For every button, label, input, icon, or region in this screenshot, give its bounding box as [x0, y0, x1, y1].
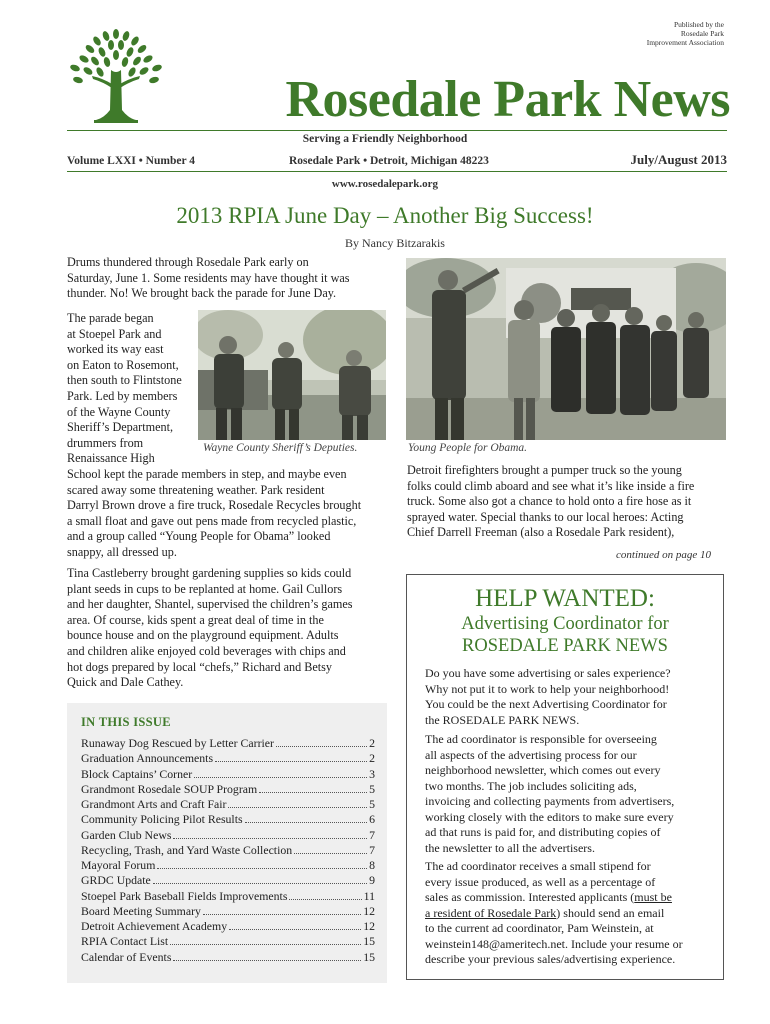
text-line: Chief Darrell Freeman (also a Rosedale Park resident),: [407, 525, 675, 540]
toc-leader-dots: [170, 943, 361, 945]
article-headline: 2013 RPIA June Day – Another Big Success!: [176, 203, 594, 228]
toc-item[interactable]: [81, 858, 375, 873]
text-line: Darryl Brown drove a fire truck, Rosedale Recycles brought: [67, 498, 362, 513]
toc-leader-dots: [157, 867, 367, 869]
toc-leader-dots: [229, 928, 361, 930]
toc-item-title: Mayoral Forum: [81, 858, 156, 872]
toc-item-page: 2: [369, 736, 375, 750]
contact-email-line[interactable]: weinstein148@ameritech.net. Include your resume or: [425, 936, 683, 951]
text-line: The ad coordinator is responsible for overseeing: [425, 732, 657, 746]
in-this-issue-box: [67, 703, 387, 983]
text-line: hot dogs prepared by local “chefs,” Richard and Betsy: [67, 659, 332, 674]
continued-link[interactable]: continued on page 10: [616, 549, 712, 561]
toc-item[interactable]: [81, 797, 375, 812]
website-link[interactable]: www.rosedalepark.org: [331, 178, 439, 190]
toc-item-page: 7: [369, 842, 375, 857]
toc-item[interactable]: [81, 873, 375, 888]
toc-leader-dots: [173, 837, 367, 839]
toc-item-page: 2: [369, 751, 375, 766]
toc-leader-dots: [215, 760, 367, 762]
toc-item-page: 8: [369, 858, 375, 872]
text-line: and her daughter, Shantel, supervised the children’s games: [67, 597, 353, 612]
toc-list: [81, 736, 375, 965]
publisher-note: [647, 20, 724, 47]
text-line: Drums thundered through Rosedale Park early on: [67, 255, 309, 269]
help-wanted-subtitle: ROSEDALE PARK NEWS: [462, 636, 668, 656]
toc-item-page: 5: [369, 781, 375, 796]
text-line: Sheriff’s Department,: [67, 420, 174, 435]
text-line: a small float and gave out pens made from recycled plastic,: [67, 513, 357, 528]
toc-item-title: Stoepel Park Baseball Fields Improvements: [81, 888, 288, 903]
toc-leader-dots: [294, 852, 367, 854]
text-line: all aspects of the advertising process for our: [425, 747, 637, 762]
deputies-caption: Wayne County Sheriff’s Deputies.: [203, 442, 358, 454]
text-line: School kept the parade members in step, and maybe even: [67, 467, 347, 481]
text-line: Detroit firefighters brought a pumper truck so the young: [407, 463, 682, 477]
toc-item-title: RPIA Contact List: [81, 934, 169, 949]
residency-requirement: must be: [634, 890, 672, 904]
text-line: drummers from: [67, 435, 144, 450]
text-line: neighborhood newsletter, which comes out every: [425, 763, 661, 777]
text-line: Why not put it to work to help your neighborhood!: [425, 681, 670, 696]
article-byline: By Nancy Bitzarakis: [345, 236, 445, 250]
firefighters-paragraph: [407, 463, 729, 541]
toc-item-title: Runaway Dog Rescued by Letter Carrier: [81, 736, 274, 750]
toc-item-page: 15: [363, 949, 375, 964]
toc-leader-dots: [194, 776, 367, 778]
toc-leader-dots: [173, 959, 361, 961]
publisher-line: Rosedale Park: [680, 29, 724, 38]
young-people-for-obama-photo: [406, 258, 726, 440]
toc-item[interactable]: [81, 782, 375, 797]
tagline: Serving a Friendly Neighborhood: [302, 133, 468, 145]
text-line: truck. Some also got a chance to hold onto a fire hose as it: [407, 494, 692, 509]
toc-leader-dots: [203, 913, 361, 915]
toc-item-title: Garden Club News: [81, 827, 172, 842]
toc-leader-dots: [228, 806, 367, 808]
toc-item-page: 12: [363, 919, 375, 933]
toc-item-page: 15: [363, 934, 375, 949]
toc-item[interactable]: [81, 934, 375, 949]
toc-item[interactable]: [81, 889, 375, 904]
text-line: of the Wayne County: [67, 404, 171, 419]
toc-item-title: Community Policing Pilot Results: [81, 812, 243, 827]
volume-number: Volume LXXI • Number 4: [67, 155, 195, 167]
toc-item-title: Block Captains’ Corner: [81, 766, 193, 781]
publisher-line: Improvement Association: [646, 38, 724, 47]
text-line: the newsletter to all the advertisers.: [425, 840, 595, 855]
masthead-divider: [67, 171, 727, 172]
text-line: The parade began: [67, 311, 154, 325]
text-line: ad that runs is paid for, and distributing copies of: [425, 825, 661, 839]
text-line: scared away some threatening weather. Park resident: [67, 482, 325, 497]
text-line: to the current ad coordinator, Pam Weinstein, at: [425, 921, 654, 935]
young-people-caption: Young People for Obama.: [408, 442, 528, 454]
toc-item-title: Graduation Announcements: [81, 751, 214, 766]
toc-item-title: Grandmont Arts and Craft Fair: [81, 797, 227, 811]
text-line: working closely with the editors to make sure every: [425, 809, 674, 824]
help-wanted-intro: [425, 666, 717, 728]
masthead-divider: [67, 130, 727, 131]
text-line: [425, 906, 717, 922]
toc-item-title: Board Meeting Summary: [81, 903, 201, 918]
toc-leader-dots: [245, 821, 368, 823]
text-line: plant seeds in cups to be replanted at home. Gail Cullors: [67, 581, 343, 596]
help-wanted-duties: [425, 732, 717, 856]
text-line: on Eaton to Rosemont,: [67, 357, 179, 372]
toc-item-page: 7: [369, 827, 375, 842]
text-line: at Stoepel Park and: [67, 326, 162, 341]
text-line: Quick and Dale Cathey.: [67, 675, 184, 690]
toc-item-title: Detroit Achievement Academy: [81, 919, 228, 933]
text-line: invoicing and collecting payments from advertisers,: [425, 794, 675, 808]
article-intro-paragraph: [67, 255, 387, 302]
text-line: folks could climb aboard and see what it’s like inside a fire: [407, 478, 695, 493]
text-line: sprayed water. Special thanks to our local heroes: Acting: [407, 509, 684, 524]
text-span: ) should send an email: [556, 905, 665, 920]
help-wanted-subtitle: Advertising Coordinator for: [461, 614, 669, 634]
text-line: worked its way east: [67, 342, 164, 357]
toc-item[interactable]: [81, 751, 375, 766]
tree-logo-icon: [66, 28, 166, 128]
text-line: every issue produced, as well as a percentage of: [425, 874, 656, 889]
activities-paragraph: [67, 566, 389, 691]
toc-item-page: 11: [363, 888, 375, 903]
text-line: the ROSEDALE PARK NEWS.: [425, 712, 580, 727]
toc-item[interactable]: [81, 767, 375, 782]
toc-item[interactable]: [81, 812, 375, 827]
text-line: snappy, all dressed up.: [67, 544, 177, 559]
text-line: [425, 890, 717, 906]
toc-item[interactable]: [81, 919, 375, 934]
newsletter-title: Rosedale Park News: [285, 71, 730, 128]
toc-item-page: 6: [369, 812, 375, 827]
toc-item-page: 5: [369, 797, 375, 811]
parade-paragraph: [67, 311, 207, 467]
toc-item-page: 3: [369, 766, 375, 781]
text-line: area. Of course, kids spent a great deal of time in the: [67, 612, 324, 627]
toc-item[interactable]: [81, 736, 375, 751]
toc-item-title: Recycling, Trash, and Yard Waste Collection: [81, 842, 293, 857]
toc-item[interactable]: [81, 828, 375, 843]
text-line: The ad coordinator receives a small stipend for: [425, 859, 651, 873]
deputies-photo: [198, 310, 386, 440]
text-line: Park. Led by members: [67, 388, 178, 403]
publisher-line: Published by the: [674, 20, 724, 29]
toc-item-page: 9: [369, 873, 375, 888]
text-line: and children alike enjoyed cold beverages with chips and: [67, 643, 346, 658]
toc-item-title: Calendar of Events: [81, 949, 172, 964]
text-line: then south to Flintstone: [67, 373, 182, 388]
parade-paragraph-continued: [67, 467, 389, 561]
help-wanted-title: HELP WANTED:: [475, 585, 655, 612]
toc-item-page: 12: [363, 903, 375, 918]
residency-requirement: a resident of Rosedale Park: [425, 905, 557, 920]
toc-heading: IN THIS ISSUE: [81, 715, 171, 729]
text-line: Renaissance High: [67, 451, 155, 466]
issue-info-row: [67, 152, 727, 170]
text-line: Do you have some advertising or sales experience?: [425, 666, 671, 680]
text-line: Saturday, June 1. Some residents may have thought it was: [67, 270, 350, 285]
help-wanted-box: [406, 574, 724, 980]
help-wanted-apply: [425, 859, 717, 968]
text-line: bounce house and on the playground equipment. Adults: [67, 628, 339, 643]
text-span: sales as commission. Interested applicants (: [425, 890, 635, 904]
toc-item-title: GRDC Update: [81, 873, 151, 888]
text-line: Tina Castleberry brought gardening supplies so kids could: [67, 566, 352, 580]
text-line: You could be the next Advertising Coordinator for: [425, 697, 667, 711]
toc-leader-dots: [289, 898, 361, 900]
text-line: and a group called “Young People for Obama” looked: [67, 529, 331, 544]
text-line: two months. The job includes soliciting ads,: [425, 778, 637, 793]
toc-item[interactable]: [81, 843, 375, 858]
issue-date: July/August 2013: [630, 152, 727, 167]
toc-item[interactable]: [81, 950, 375, 965]
toc-leader-dots: [276, 745, 367, 747]
text-line: describe your previous sales/advertising experience.: [425, 952, 676, 966]
toc-item[interactable]: [81, 904, 375, 919]
toc-leader-dots: [259, 791, 367, 793]
toc-leader-dots: [153, 882, 367, 884]
text-line: thunder. No! We brought back the parade for June Day.: [67, 286, 337, 301]
toc-item-title: Grandmont Rosedale SOUP Program: [81, 781, 258, 796]
location: Rosedale Park • Detroit, Michigan 48223: [289, 155, 489, 167]
